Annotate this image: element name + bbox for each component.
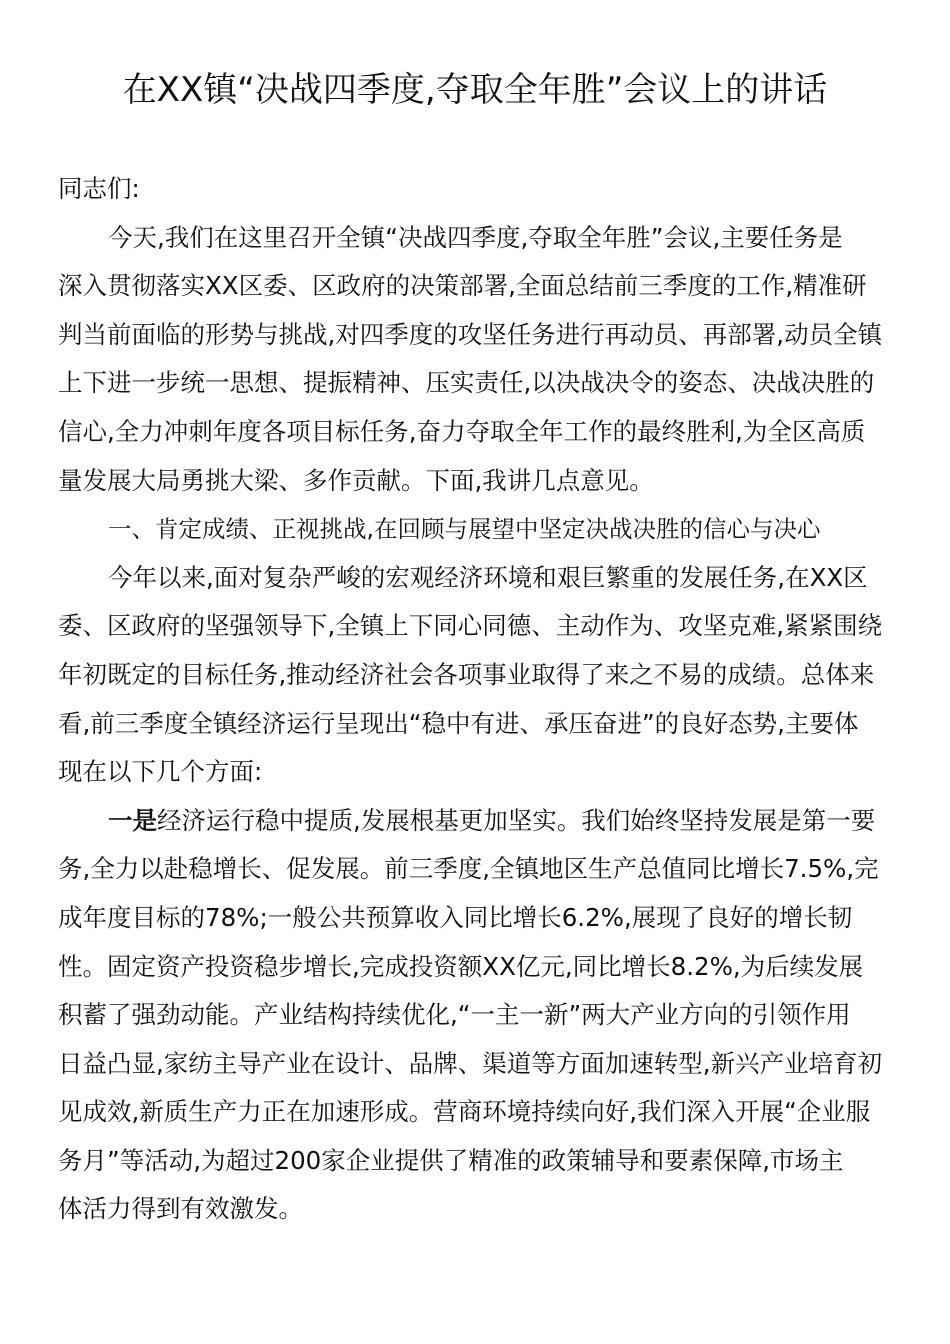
section-heading-text: 一、肯定成绩、正视挑战,在回顾与展望中坚定决战决胜的信心与决心 <box>108 515 821 544</box>
paragraph-line: 深入贯彻落实XX区委、区政府的决策部署,全面总结前三季度的工作,精准研 <box>58 271 867 301</box>
salutation <box>58 165 892 214</box>
paragraph-intro <box>58 214 892 506</box>
paragraph-line: 体活力得到有效激发。 <box>58 1194 303 1224</box>
paragraph-line: 量发展大局勇挑大梁、多作贡献。下面,我讲几点意见。 <box>58 465 654 495</box>
paragraph-line: 积蓄了强劲动能。产业结构持续优化,“一主一新”两大产业方向的引领作用 <box>58 1000 851 1030</box>
point-lead-label: 一是 <box>108 805 157 835</box>
paragraph-line: 现在以下几个方面: <box>58 757 263 787</box>
salutation-text: 同志们: <box>58 174 140 203</box>
paragraph-line-text: 经济运行稳中提质,发展根基更加坚实。我们始终坚持发展是第一要 <box>157 805 876 835</box>
paragraph-line: 见成效,新质生产力正在加速形成。营商环境持续向好,我们深入开展“企业服 <box>58 1097 871 1127</box>
paragraph-line: 今天,我们在这里召开全镇“决战四季度,夺取全年胜”会议,主要任务是 <box>108 222 843 252</box>
paragraph-line: 上下进一步统一思想、提振精神、压实责任,以决战决令的姿态、决战决胜的 <box>58 368 875 398</box>
paragraph-line: 日益凸显,家纺主导产业在设计、品牌、渠道等方面加速转型,新兴产业培育初 <box>58 1048 883 1078</box>
paragraph-line: 务月”等活动,为超过200家企业提供了精准的政策辅导和要素保障,市场主 <box>58 1145 844 1175</box>
paragraph-line: 今年以来,面对复杂严峻的宏观经济环境和艰巨繁重的发展任务,在XX区 <box>108 562 868 592</box>
paragraph-line: 看,前三季度全镇经济运行呈现出“稳中有进、承压奋进”的良好态势,主要体 <box>58 708 859 738</box>
paragraph-line: 务,全力以赴稳增长、促发展。前三季度,全镇地区生产总值同比增长7.5%,完 <box>58 854 879 884</box>
paragraph-line: 判当前面临的形势与挑战,对四季度的攻坚任务进行再动员、再部署,动员全镇 <box>58 319 883 349</box>
paragraph-line: 性。固定资产投资稳步增长,完成投资额XX亿元,同比增长8.2%,为后续发展 <box>58 951 864 981</box>
paragraph-line <box>58 797 892 846</box>
section-heading-1 <box>58 505 892 554</box>
paragraph-line: 委、区政府的坚强领导下,全镇上下同心同德、主动作为、攻坚克难,紧紧围绕 <box>58 611 883 641</box>
paragraph-point-1 <box>58 797 892 1234</box>
document-title: 在XX镇“决战四季度,夺取全年胜”会议上的讲话 <box>122 70 828 110</box>
document-body <box>58 165 892 1234</box>
paragraph-section-1-overview <box>58 554 892 797</box>
paragraph-line: 信心,全力冲刺年度各项目标任务,奋力夺取全年工作的最终胜利,为全区高质 <box>58 416 866 446</box>
paragraph-line: 成年度目标的78%;一般公共预算收入同比增长6.2%,展现了良好的增长韧 <box>58 902 853 932</box>
paragraph-line: 年初既定的目标任务,推动经济社会各项事业取得了来之不易的成绩。总体来 <box>58 659 875 689</box>
